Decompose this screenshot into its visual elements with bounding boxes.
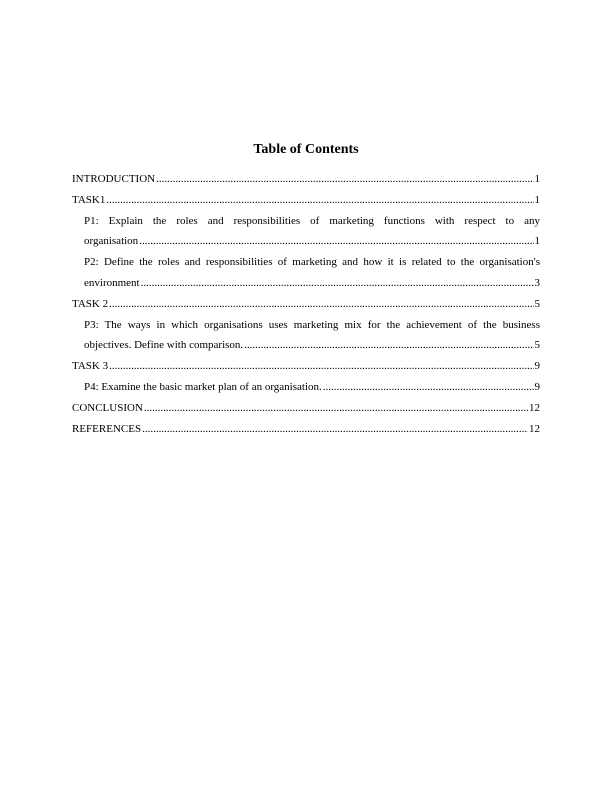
toc-page-number: 9	[534, 360, 540, 373]
toc-entry-references[interactable]	[72, 419, 540, 440]
toc-entry-label: TASK1	[72, 193, 106, 206]
toc-leader-dots	[156, 169, 533, 190]
toc-entry-label: TASK 2	[72, 297, 109, 310]
toc-leader-dots	[141, 273, 534, 294]
toc-entry-label: organisation	[84, 235, 139, 248]
toc-entry-label: INTRODUCTION	[72, 173, 156, 185]
toc-entry-p4[interactable]	[72, 377, 540, 398]
toc-page-number: 1	[534, 235, 540, 248]
toc-entry-p1[interactable]	[72, 211, 540, 253]
toc-leader-dots	[323, 377, 534, 398]
toc-page-number: 5	[534, 339, 540, 352]
toc-entry-introduction[interactable]	[72, 169, 540, 190]
toc-entry-text-line: P3: The ways in which organisations uses marketing mix for the achievement of the business	[84, 318, 540, 331]
toc-title: Table of Contents	[253, 142, 359, 157]
toc-page-number: 12	[529, 401, 540, 414]
toc-entry-task3[interactable]	[72, 356, 540, 377]
toc-page-number: 9	[534, 380, 540, 393]
toc-leader-dots	[142, 419, 528, 440]
toc-entry-task2[interactable]	[72, 294, 540, 315]
toc-entry-label: CONCLUSION	[72, 401, 143, 414]
toc-page-number: 1	[534, 193, 540, 206]
toc-leader-dots	[109, 294, 533, 315]
toc-leader-dots	[109, 356, 533, 377]
toc-entry-label: TASK 3	[72, 360, 109, 373]
toc-leader-dots	[244, 335, 533, 356]
toc-page-number: 12	[529, 422, 540, 435]
toc-entry-text-line: P1: Explain the roles and responsibilities of marketing functions with respect to any	[84, 214, 540, 227]
toc-leader-dots	[144, 398, 528, 419]
toc-page-number: 3	[534, 276, 540, 289]
toc-entry-label: P4: Examine the basic market plan of an organisation.	[84, 380, 322, 393]
toc-page-number: 1	[534, 173, 540, 185]
toc-leader-dots	[106, 190, 533, 211]
toc-leader-dots	[139, 231, 533, 252]
toc-entry-task1[interactable]	[72, 190, 540, 211]
toc-entry-label: environment	[84, 276, 140, 289]
toc-entry-p2[interactable]	[72, 252, 540, 294]
toc-entry-text-line: P2: Define the roles and responsibilities of marketing and how it is related to the organisation's	[84, 256, 540, 269]
toc-entry-conclusion[interactable]	[72, 398, 540, 419]
toc-entry-label: REFERENCES	[72, 422, 142, 435]
table-of-contents	[72, 169, 540, 439]
toc-page-number: 5	[534, 297, 540, 310]
toc-entry-label: objectives. Define with comparison.	[84, 339, 244, 352]
toc-entry-p3[interactable]	[72, 315, 540, 357]
